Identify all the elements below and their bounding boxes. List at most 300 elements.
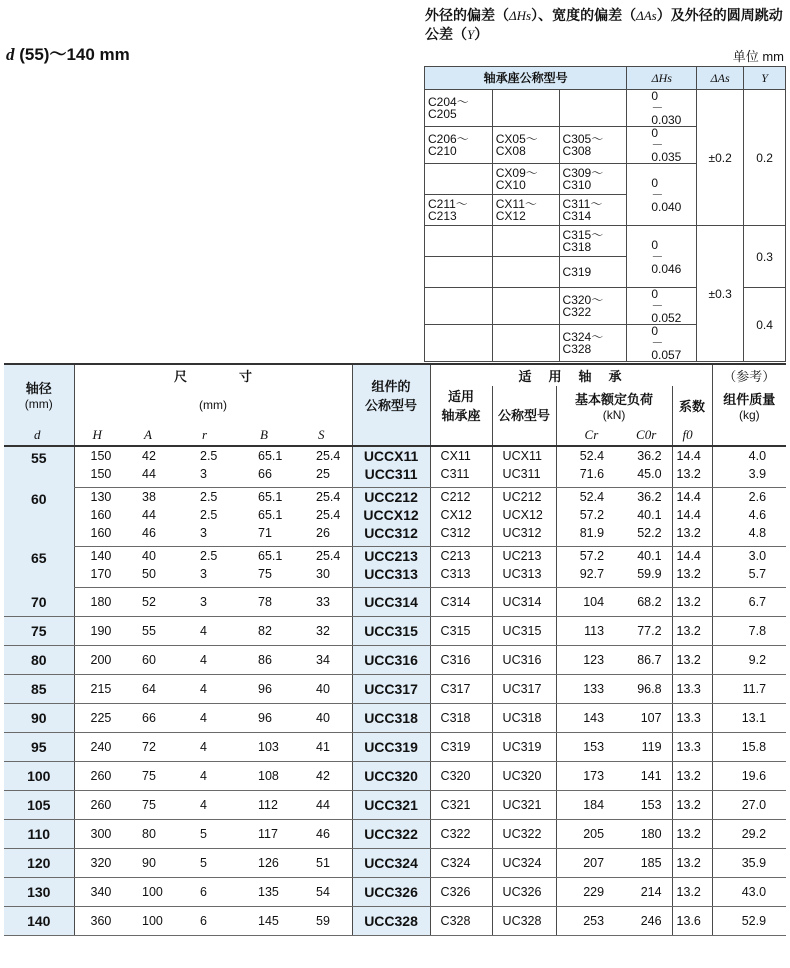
unit-model-cell: UCC314 xyxy=(352,588,430,617)
unit-model-cell: UCC212 xyxy=(352,488,430,507)
B-cell: 65.1 xyxy=(258,490,283,504)
tol-title-symbol: ΔAs xyxy=(636,8,657,23)
sym-S xyxy=(300,424,352,446)
B-cell: 145 xyxy=(242,907,300,936)
unit-model-cell: UCCX12 xyxy=(352,506,430,524)
f0-cell: 13.2 xyxy=(672,762,712,791)
S-cell: 32 xyxy=(300,617,352,646)
S-cell: 51 xyxy=(300,849,352,878)
c0r-cell: 86.7 xyxy=(614,646,672,675)
shaft-diameter-cell: 55 xyxy=(4,446,74,488)
header-dims: 尺 寸 xyxy=(74,364,352,386)
sym-d-text: d xyxy=(34,426,41,442)
table-row xyxy=(4,646,786,675)
f0-cell: 13.3 xyxy=(672,704,712,733)
S-cell: 25 xyxy=(300,465,352,488)
r-cell: 2.5 xyxy=(200,449,218,463)
tol-housing-cell: C309～ C310 xyxy=(559,164,627,195)
r-cell: 4 xyxy=(184,617,242,646)
unit-model-cell: UCC320 xyxy=(352,762,430,791)
f0-cell: 13.2 xyxy=(672,849,712,878)
unit-model-cell: UCC311 xyxy=(352,465,430,488)
r-cell: 5 xyxy=(184,820,242,849)
B-cell: 65.1 xyxy=(258,549,283,563)
housing-cell: C318 xyxy=(430,704,492,733)
c0r-cell: 77.2 xyxy=(614,617,672,646)
shaft-diameter-cell: 75 xyxy=(4,617,74,646)
bearing-cell: UC317 xyxy=(492,675,556,704)
H-cell: 260 xyxy=(74,762,126,791)
H-cell: 150 xyxy=(74,446,126,465)
tol-header-y xyxy=(744,67,786,90)
page-title xyxy=(6,40,130,65)
mass-label: 组件质量 xyxy=(723,391,776,407)
housing-cell: CX12 xyxy=(430,506,492,524)
H-cell: 160 xyxy=(74,506,126,524)
B-cell: 117 xyxy=(242,820,300,849)
shaft-diameter-cell: 140 xyxy=(4,907,74,936)
r-cell: 4 xyxy=(184,791,242,820)
tol-housing-cell: C315～ C318 xyxy=(559,226,627,257)
r-cell: 3 xyxy=(184,465,242,488)
r-cell: 4 xyxy=(184,733,242,762)
tol-title-symbol: ΔHs xyxy=(509,8,532,23)
cr-cell: 57.2 xyxy=(556,506,614,524)
B-cell: 126 xyxy=(242,849,300,878)
f0-cell: 13.3 xyxy=(672,733,712,762)
table-row xyxy=(4,506,786,524)
H-cell: 200 xyxy=(74,646,126,675)
mass-cell: 35.9 xyxy=(712,849,786,878)
bearing-cell: UC313 xyxy=(492,565,556,588)
dims-unit: (mm) xyxy=(199,398,228,412)
B-cell: 75 xyxy=(242,565,300,588)
shaft-diameter-cell: 85 xyxy=(4,675,74,704)
shaft-unit: (mm) xyxy=(24,397,53,411)
B-cell: 135 xyxy=(242,878,300,907)
c0r-cell: 52.2 xyxy=(614,524,672,547)
housing-cell: C315 xyxy=(430,617,492,646)
sym-S-text: S xyxy=(318,426,325,442)
cr-cell: 113 xyxy=(556,617,614,646)
tol-housing-cell: C320～ C322 xyxy=(559,288,627,325)
S-cell: 59 xyxy=(300,907,352,936)
c0r-cell: 119 xyxy=(614,733,672,762)
S-cell: 42 xyxy=(300,762,352,791)
load-unit: (kN) xyxy=(602,407,626,422)
c0r-cell: 214 xyxy=(614,878,672,907)
housing-cell: C213 xyxy=(430,547,492,566)
H-cell: 260 xyxy=(74,791,126,820)
housing-cell: C311 xyxy=(430,465,492,488)
cr-cell: 205 xyxy=(556,820,614,849)
f0-cell: 13.2 xyxy=(672,878,712,907)
mass-cell: 3.0 xyxy=(712,547,786,566)
table-row xyxy=(4,878,786,907)
housing-cell: C316 xyxy=(430,646,492,675)
shaft-diameter-cell: 80 xyxy=(4,646,74,675)
sym-f0 xyxy=(672,424,712,446)
unit-model-cell: UCC326 xyxy=(352,878,430,907)
header-shaft xyxy=(4,364,74,424)
mass-cell: 4.8 xyxy=(712,524,786,547)
S-cell: 46 xyxy=(300,820,352,849)
S-cell: 41 xyxy=(300,733,352,762)
f0-cell: 13.2 xyxy=(672,465,712,488)
sym-Cr xyxy=(556,424,614,446)
tol-dhs-cell: 0 －0.057 xyxy=(627,325,697,362)
mass-cell: 9.2 xyxy=(712,646,786,675)
bearing-cell: UC319 xyxy=(492,733,556,762)
shaft-diameter-cell: 60 xyxy=(4,488,74,547)
A-cell: 44 xyxy=(142,508,156,522)
tol-housing-cell xyxy=(425,325,493,362)
A-cell: 50 xyxy=(126,565,184,588)
S-cell: 25.4 xyxy=(316,449,341,463)
table-row xyxy=(4,565,786,588)
mass-cell: 2.6 xyxy=(712,488,786,507)
tol-row xyxy=(425,226,786,257)
tol-title-part: 外径的偏差（ xyxy=(425,7,509,23)
mass-cell: 43.0 xyxy=(712,878,786,907)
f0-cell: 13.2 xyxy=(672,820,712,849)
sym-blank-unit xyxy=(352,424,430,446)
header-unit-model: 组件的 公称型号 xyxy=(352,364,430,424)
bearing-cell: UC314 xyxy=(492,588,556,617)
sym-Cr-text: Cr xyxy=(584,426,599,442)
bearing-cell: UCX12 xyxy=(492,506,556,524)
sym-r xyxy=(184,424,242,446)
H-cell: 190 xyxy=(74,617,126,646)
tol-housing-cell xyxy=(492,257,559,288)
sym-f0-text: f0 xyxy=(682,426,693,442)
mass-cell: 7.8 xyxy=(712,617,786,646)
S-cell: 25.4 xyxy=(316,490,341,504)
sym-B-text: B xyxy=(260,426,268,442)
cr-cell: 71.6 xyxy=(556,465,614,488)
bearing-cell: UC322 xyxy=(492,820,556,849)
A-cell: 75 xyxy=(126,762,184,791)
A-cell: 52 xyxy=(126,588,184,617)
S-cell: 44 xyxy=(300,791,352,820)
sym-H-text: H xyxy=(92,426,102,442)
shaft-diameter-cell: 120 xyxy=(4,849,74,878)
mass-cell: 19.6 xyxy=(712,762,786,791)
sym-blank-mass xyxy=(712,424,786,446)
tol-y-cell: 0.3 xyxy=(744,226,786,288)
table-row xyxy=(4,547,786,566)
header-housing: 适用 轴承座 xyxy=(430,386,492,424)
unit-note: 单位 mm xyxy=(732,49,784,64)
header-factor: 系数 xyxy=(672,386,712,424)
f0-cell: 13.2 xyxy=(672,565,712,588)
c0r-cell: 185 xyxy=(614,849,672,878)
cr-cell: 123 xyxy=(556,646,614,675)
A-cell: 66 xyxy=(126,704,184,733)
A-cell: 44 xyxy=(126,465,184,488)
A-cell: 38 xyxy=(142,490,156,504)
housing-cell: C313 xyxy=(430,565,492,588)
tol-housing-cell: C206～ C210 xyxy=(425,127,493,164)
A-cell: 75 xyxy=(126,791,184,820)
mass-cell: 15.8 xyxy=(712,733,786,762)
cr-cell: 229 xyxy=(556,878,614,907)
f0-cell: 13.2 xyxy=(672,791,712,820)
tol-housing-cell: C211～ C213 xyxy=(425,195,493,226)
unit-model-cell: UCC322 xyxy=(352,820,430,849)
bearing-cell: UC318 xyxy=(492,704,556,733)
housing-cell: C317 xyxy=(430,675,492,704)
cr-cell: 253 xyxy=(556,907,614,936)
d-symbol: d xyxy=(6,45,15,64)
B-cell: 78 xyxy=(242,588,300,617)
shaft-diameter-cell: 95 xyxy=(4,733,74,762)
header-mass xyxy=(712,386,786,424)
sym-blank-bearing xyxy=(492,424,556,446)
unit-model-cell: UCC213 xyxy=(352,547,430,566)
mass-unit: (kg) xyxy=(738,407,760,422)
unit-model-cell: UCC317 xyxy=(352,675,430,704)
unit-model-cell: UCC312 xyxy=(352,524,430,547)
bearing-cell: UC321 xyxy=(492,791,556,820)
sym-C0r-text: C0r xyxy=(636,426,657,442)
f0-cell: 13.2 xyxy=(672,617,712,646)
f0-cell: 14.4 xyxy=(672,488,712,507)
H-cell: 240 xyxy=(74,733,126,762)
mass-cell: 27.0 xyxy=(712,791,786,820)
c0r-cell: 96.8 xyxy=(614,675,672,704)
unit-model-cell: UCC321 xyxy=(352,791,430,820)
H-cell: 340 xyxy=(74,878,126,907)
cr-cell: 81.9 xyxy=(556,524,614,547)
c0r-cell: 36.2 xyxy=(637,490,662,504)
tol-housing-cell: C311～ C314 xyxy=(559,195,627,226)
header-dims-unit xyxy=(74,386,352,424)
B-cell: 65.1 xyxy=(258,449,283,463)
housing-cell: C328 xyxy=(430,907,492,936)
f0-cell: 14.4 xyxy=(672,506,712,524)
unit-model-cell: UCC313 xyxy=(352,565,430,588)
bearing-cell: UC213 xyxy=(492,547,556,566)
B-cell: 108 xyxy=(242,762,300,791)
mass-cell: 11.7 xyxy=(712,675,786,704)
c0r-cell: 36.2 xyxy=(637,449,662,463)
shaft-label: 轴径 xyxy=(25,381,52,396)
S-cell: 25.4 xyxy=(316,508,341,522)
f0-cell: 14.4 xyxy=(672,547,712,566)
sym-B xyxy=(242,424,300,446)
housing-cell: C314 xyxy=(430,588,492,617)
sym-blank-housing xyxy=(430,424,492,446)
unit-model-cell: UCC328 xyxy=(352,907,430,936)
A-cell: 42 xyxy=(142,449,156,463)
S-cell: 33 xyxy=(300,588,352,617)
shaft-diameter-cell: 90 xyxy=(4,704,74,733)
das-symbol: ΔAs xyxy=(710,71,730,85)
A-cell: 40 xyxy=(142,549,156,563)
A-cell: 80 xyxy=(126,820,184,849)
tol-title-part: ）、宽度的偏差（ xyxy=(531,7,637,23)
r-cell: 2.5 xyxy=(200,508,218,522)
B-cell: 65.1 xyxy=(258,508,283,522)
c0r-cell: 107 xyxy=(614,704,672,733)
table-row xyxy=(4,617,786,646)
f0-cell: 13.2 xyxy=(672,588,712,617)
cr-cell: 184 xyxy=(556,791,614,820)
r-cell: 6 xyxy=(184,907,242,936)
shaft-diameter-cell: 105 xyxy=(4,791,74,820)
shaft-diameter-cell: 110 xyxy=(4,820,74,849)
bearing-cell: UC320 xyxy=(492,762,556,791)
mass-cell: 29.2 xyxy=(712,820,786,849)
tol-dhs-cell: 0 －0.046 xyxy=(627,226,697,288)
table-row xyxy=(4,704,786,733)
table-row xyxy=(4,907,786,936)
r-cell: 6 xyxy=(184,878,242,907)
tol-housing-cell xyxy=(425,164,493,195)
tolerance-title xyxy=(425,6,787,44)
r-cell: 3 xyxy=(184,524,242,547)
sym-r-text: r xyxy=(202,426,208,442)
tol-housing-cell: CX05～ CX08 xyxy=(492,127,559,164)
y-symbol: Y xyxy=(761,71,768,85)
cr-cell: 133 xyxy=(556,675,614,704)
tol-header-housing: 轴承座公称型号 xyxy=(425,67,627,90)
tol-row xyxy=(425,90,786,127)
mass-cell: 4.6 xyxy=(712,506,786,524)
H-cell: 225 xyxy=(74,704,126,733)
tol-title-symbol: Y xyxy=(467,27,475,42)
unit-model-cell: UCC319 xyxy=(352,733,430,762)
header-load xyxy=(556,386,672,424)
f0-cell: 13.3 xyxy=(672,675,712,704)
shaft-diameter-cell: 100 xyxy=(4,762,74,791)
housing-cell: C320 xyxy=(430,762,492,791)
H-cell: 160 xyxy=(74,524,126,547)
table-row xyxy=(4,465,786,488)
B-cell: 86 xyxy=(242,646,300,675)
sym-d xyxy=(4,424,74,446)
A-cell: 55 xyxy=(126,617,184,646)
tol-housing-cell xyxy=(425,288,493,325)
c0r-cell: 246 xyxy=(614,907,672,936)
A-cell: 90 xyxy=(126,849,184,878)
tol-y-cell: 0.4 xyxy=(744,288,786,362)
tol-dhs-cell: 0 －0.030 xyxy=(627,90,697,127)
c0r-cell: 40.1 xyxy=(637,549,662,563)
B-cell: 82 xyxy=(242,617,300,646)
table-row xyxy=(4,762,786,791)
c0r-cell: 141 xyxy=(614,762,672,791)
table-row xyxy=(4,446,786,465)
tol-housing-cell xyxy=(492,325,559,362)
c0r-cell: 68.2 xyxy=(614,588,672,617)
bearing-cell: UC326 xyxy=(492,878,556,907)
housing-cell: C322 xyxy=(430,820,492,849)
r-cell: 2.5 xyxy=(200,549,218,563)
unit-model-cell: UCC324 xyxy=(352,849,430,878)
table-row xyxy=(4,524,786,547)
shaft-diameter-cell: 130 xyxy=(4,878,74,907)
A-cell: 60 xyxy=(126,646,184,675)
housing-cell: CX11 xyxy=(430,446,492,465)
unit-model-cell: UCC315 xyxy=(352,617,430,646)
unit-model-cell: UCCX11 xyxy=(352,446,430,465)
sym-A xyxy=(126,424,184,446)
S-cell: 25.4 xyxy=(316,549,341,563)
S-cell: 54 xyxy=(300,878,352,907)
H-cell: 180 xyxy=(74,588,126,617)
tol-housing-cell: C319 xyxy=(559,257,627,288)
housing-cell: C321 xyxy=(430,791,492,820)
tol-dhs-cell: 0 －0.052 xyxy=(627,288,697,325)
tol-title-part: ） xyxy=(474,26,489,42)
mass-cell: 3.9 xyxy=(712,465,786,488)
r-cell: 4 xyxy=(184,762,242,791)
H-cell: 170 xyxy=(74,565,126,588)
table-row xyxy=(4,791,786,820)
B-cell: 96 xyxy=(242,704,300,733)
tol-housing-cell xyxy=(492,90,559,127)
housing-cell: C319 xyxy=(430,733,492,762)
f0-cell: 13.2 xyxy=(672,646,712,675)
tol-das-cell: ±0.2 xyxy=(697,90,744,226)
H-cell: 360 xyxy=(74,907,126,936)
tol-housing-cell xyxy=(492,226,559,257)
H-cell: 140 xyxy=(74,547,126,566)
tol-housing-cell xyxy=(492,288,559,325)
mass-cell: 5.7 xyxy=(712,565,786,588)
mass-cell: 4.0 xyxy=(712,446,786,465)
H-cell: 130 xyxy=(74,488,126,507)
table-row xyxy=(4,675,786,704)
S-cell: 30 xyxy=(300,565,352,588)
tol-dhs-cell: 0 －0.040 xyxy=(627,164,697,226)
unit-model-cell: UCC316 xyxy=(352,646,430,675)
H-cell: 300 xyxy=(74,820,126,849)
tol-header-das xyxy=(697,67,744,90)
f0-cell: 14.4 xyxy=(672,446,712,465)
bearing-cell: UC315 xyxy=(492,617,556,646)
table-row xyxy=(4,849,786,878)
A-cell: 46 xyxy=(126,524,184,547)
tol-housing-cell: CX11～ CX12 xyxy=(492,195,559,226)
housing-cell: C324 xyxy=(430,849,492,878)
tol-header-dhs xyxy=(627,67,697,90)
B-cell: 103 xyxy=(242,733,300,762)
c0r-cell: 153 xyxy=(614,791,672,820)
housing-cell: C212 xyxy=(430,488,492,507)
housing-cell: C312 xyxy=(430,524,492,547)
A-cell: 72 xyxy=(126,733,184,762)
r-cell: 2.5 xyxy=(200,490,218,504)
load-label: 基本额定负荷 xyxy=(575,391,654,407)
tol-housing-cell xyxy=(425,257,493,288)
r-cell: 4 xyxy=(184,704,242,733)
c0r-cell: 45.0 xyxy=(614,465,672,488)
header-ref: （参考） xyxy=(712,364,786,386)
cr-cell: 92.7 xyxy=(556,565,614,588)
B-cell: 71 xyxy=(242,524,300,547)
A-cell: 100 xyxy=(126,907,184,936)
f0-cell: 13.2 xyxy=(672,524,712,547)
tol-housing-cell: C204～ C205 xyxy=(425,90,493,127)
r-cell: 3 xyxy=(184,565,242,588)
r-cell: 4 xyxy=(184,675,242,704)
cr-cell: 173 xyxy=(556,762,614,791)
bearing-cell: UC311 xyxy=(492,465,556,488)
mass-cell: 13.1 xyxy=(712,704,786,733)
